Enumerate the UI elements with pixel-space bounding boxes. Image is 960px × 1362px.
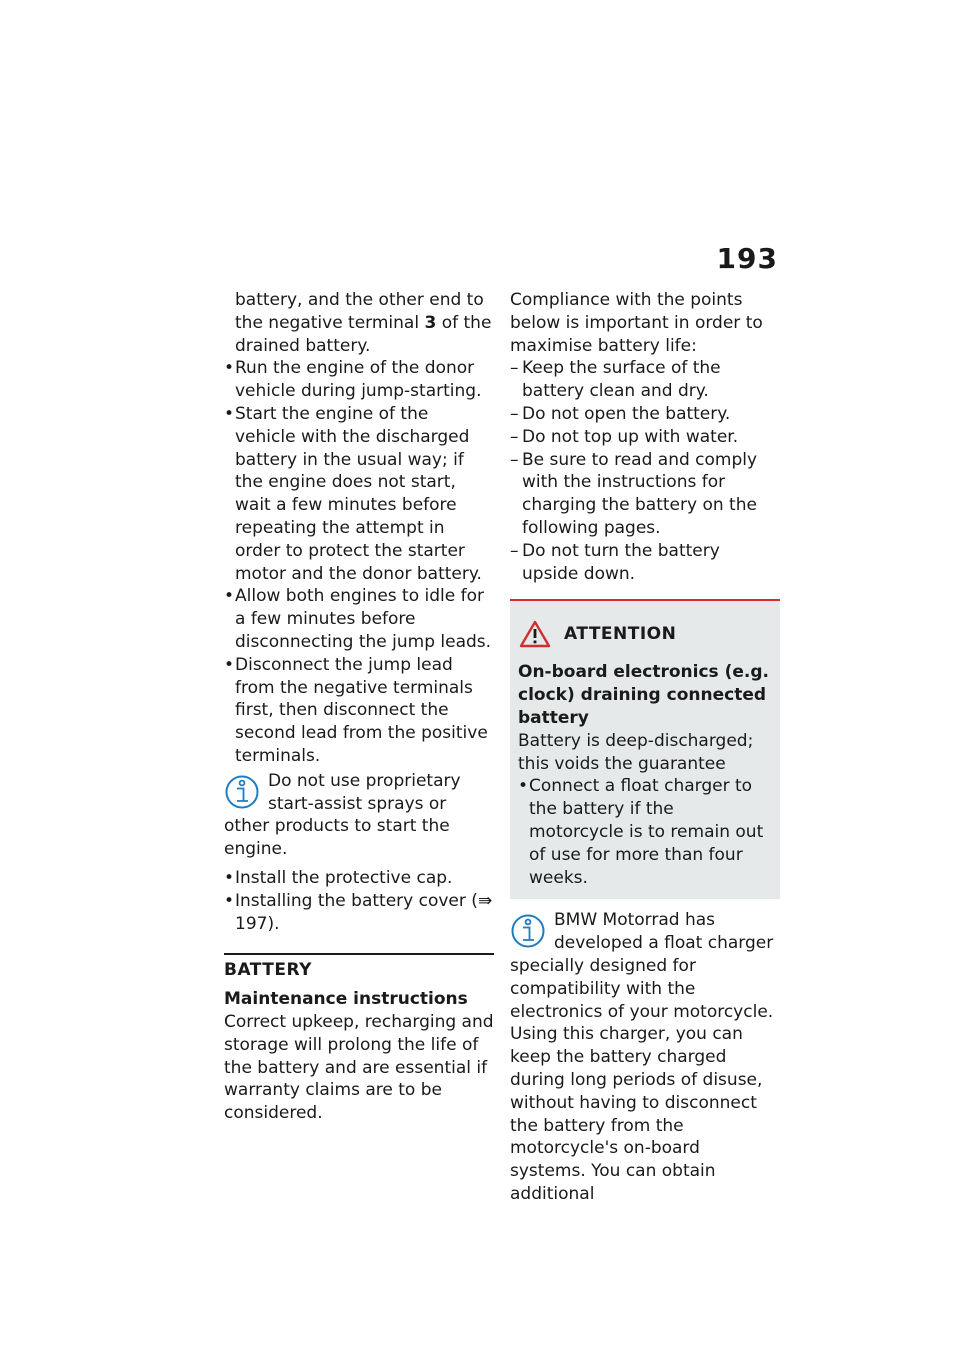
list-item: • Run the engine of the donor vehicle during jump-starting.	[224, 357, 494, 403]
list-item: • Installing the battery cover (⇛ 197).	[224, 890, 494, 936]
attention-label: ATTENTION	[564, 623, 677, 644]
terminal-ref: 3	[424, 312, 437, 333]
subsection-title: Maintenance instructions	[224, 989, 468, 1010]
list-item: • Install the protective cap.	[224, 867, 494, 890]
note-text: BMW Motorrad has developed a float charger specially designed for compatibility with the electronics of your motorcycle. Using this charger, you can keep the battery charged during long periods of disuse, without having to disconnect the battery from the motorcycle's on-board systems. You can obtain additional	[510, 910, 774, 1204]
info-note	[224, 770, 494, 861]
list-item: – Do not turn the battery upside down.	[510, 540, 780, 586]
attention-box	[510, 599, 780, 899]
section-title: BATTERY	[224, 960, 312, 981]
info-icon	[224, 772, 262, 812]
attention-header	[518, 619, 772, 649]
note-text: Do not use proprietary start-assist sprays or other products to start the engine.	[224, 770, 461, 860]
info-icon	[510, 911, 548, 951]
attention-title: On-board electronics (e.g. clock) draining connected battery	[518, 662, 769, 728]
intro-text: Compliance with the points below is important in order to maximise battery life:	[510, 290, 763, 356]
list-item: • Disconnect the jump lead from the negative terminals first, then disconnect the second lead from the positive terminals.	[224, 654, 494, 768]
jump-start-steps	[224, 357, 494, 767]
maintenance-text: Correct upkeep, recharging and storage will prolong the life of the battery and are essential if warranty claims are to be considered.	[224, 1011, 494, 1124]
list-item: • Connect a float charger to the battery if the motorcycle is to remain out of use for more than four weeks.	[518, 775, 772, 889]
list-item: • Allow both engines to idle for a few minutes before disconnecting the jump leads.	[224, 585, 494, 653]
final-steps	[224, 867, 494, 935]
battery-care-points	[510, 357, 780, 585]
list-item: – Be sure to read and comply with the instructions for charging the battery on the following pages.	[510, 449, 780, 540]
continuation-text: battery, and the other end to the negative terminal 3 of the drained battery.	[235, 290, 492, 356]
page-number: 193	[716, 242, 778, 275]
list-item: • Start the engine of the vehicle with the discharged battery in the usual way; if the engine does not start, wait a few minutes before repeating the attempt in order to protect the starter motor and the donor battery.	[224, 403, 494, 585]
section-divider	[224, 953, 494, 955]
info-note	[510, 909, 780, 1205]
warning-triangle-icon	[518, 619, 552, 649]
attention-actions	[518, 775, 772, 889]
list-item: – Keep the surface of the battery clean and dry.	[510, 357, 780, 403]
attention-consequence: Battery is deep-discharged; this voids the guarantee	[518, 730, 754, 774]
page-reference-icon: ⇛	[477, 890, 493, 911]
left-column	[224, 289, 494, 1125]
right-column	[510, 289, 780, 1206]
page-reference: 197	[235, 913, 268, 934]
list-item: – Do not top up with water.	[510, 426, 780, 449]
list-item: – Do not open the battery.	[510, 403, 780, 426]
